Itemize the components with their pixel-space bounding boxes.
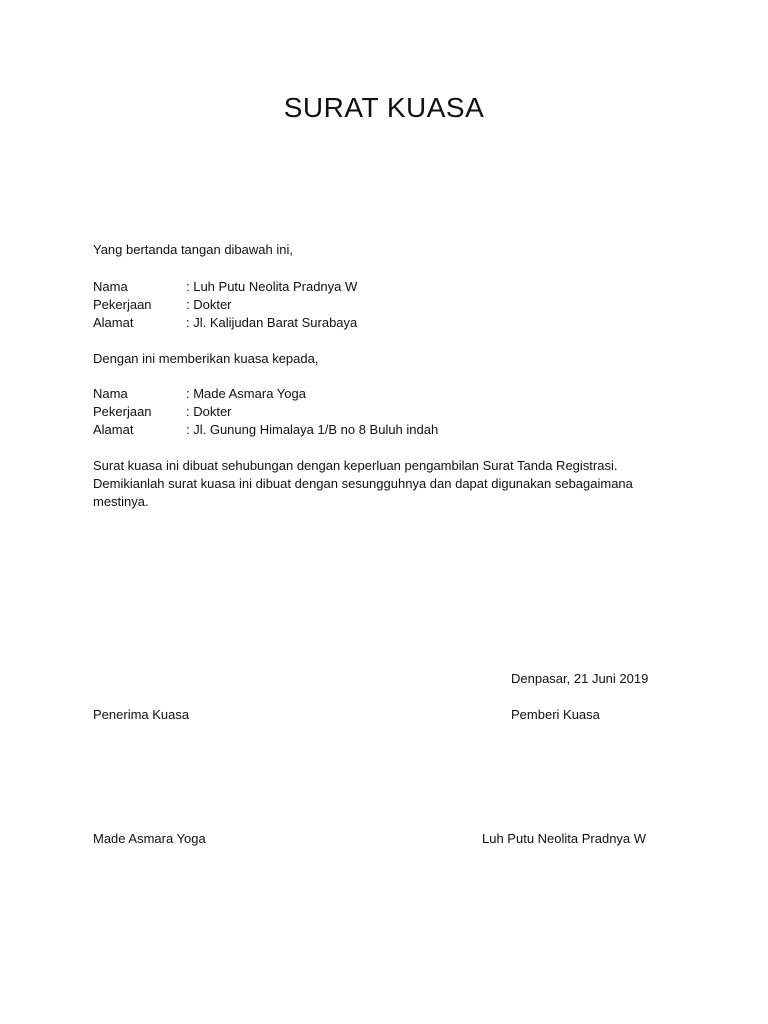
receiver-signature-name: Made Asmara Yoga: [93, 831, 206, 846]
grantor-name-value: : Luh Putu Neolita Pradnya W: [186, 279, 358, 294]
grantor-name-row: [93, 278, 357, 296]
giver-signature-name: Luh Putu Neolita Pradnya W: [482, 831, 647, 846]
grantee-name-row: [93, 385, 306, 403]
grantee-name-value: : Made Asmara Yoga: [186, 386, 306, 401]
document-title: SURAT KUASA: [283, 92, 485, 123]
grantee-job-label: Pekerjaan: [93, 404, 152, 419]
grantee-address-row: [93, 421, 438, 439]
body-line-1: Surat kuasa ini dibuat sehubungan dengan keperluan pengambilan Surat Tanda Registrasi.: [93, 458, 618, 473]
body-line-3: mestinya.: [93, 494, 149, 509]
grantor-job-label: Pekerjaan: [93, 297, 152, 312]
grantee-job-row: [93, 403, 232, 421]
giver-heading: Pemberi Kuasa: [511, 707, 600, 722]
grantor-address-value: : Jl. Kalijudan Barat Surabaya: [186, 315, 358, 330]
grantee-address-value: : Jl. Gunung Himalaya 1/B no 8 Buluh indah: [186, 422, 439, 437]
grantor-name-label: Nama: [93, 279, 128, 294]
grantor-job-row: [93, 296, 232, 314]
body-line-2: Demikianlah surat kuasa ini dibuat dengan sesungguhnya dan dapat digunakan sebagaimana: [93, 476, 633, 491]
place-date: Denpasar, 21 Juni 2019: [511, 671, 649, 686]
grantor-address-label: Alamat: [93, 315, 134, 330]
grantee-name-label: Nama: [93, 386, 128, 401]
grantee-address-label: Alamat: [93, 422, 134, 437]
transition-text: Dengan ini memberikan kuasa kepada,: [93, 351, 319, 366]
grantee-job-value: : Dokter: [186, 404, 232, 419]
grantor-job-value: : Dokter: [186, 297, 232, 312]
intro-text: Yang bertanda tangan dibawah ini,: [93, 242, 293, 257]
receiver-heading: Penerima Kuasa: [93, 707, 190, 722]
grantor-address-row: [93, 314, 357, 332]
